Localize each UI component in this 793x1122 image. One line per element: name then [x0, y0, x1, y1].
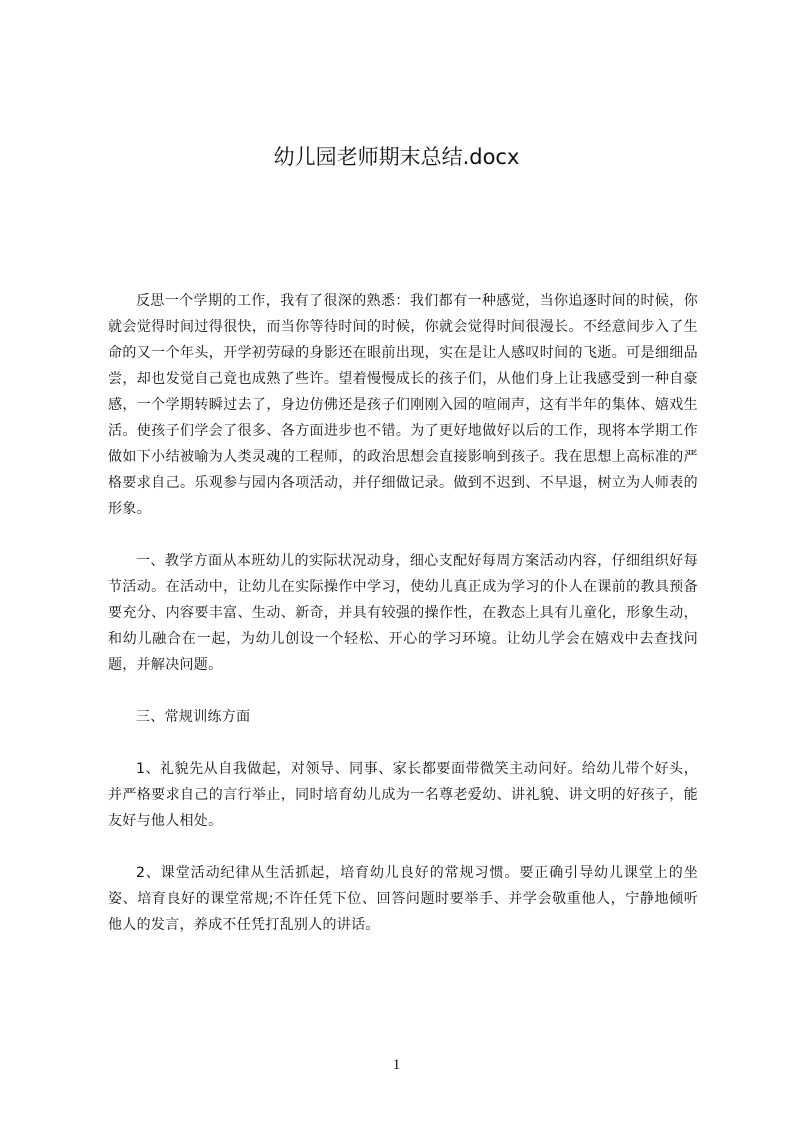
paragraph-discipline: 2、课堂活动纪律从生活抓起，培育幼儿良好的常规习惯。要正确引导幼儿课堂上的坐姿、培育良好的课堂常规;不许任凭下位、回答问题时要举手、并学会敬重他人，宁静地倾听他人的发言，养成不任凭打乱别人的讲话。: [108, 865, 698, 933]
document-body: [108, 288, 698, 938]
document-title: 幼儿园老师期末总结.docx: [273, 145, 520, 169]
paragraph-reflection: 反思一个学期的工作，我有了很深的熟悉：我们都有一种感觉，当你追逐时间的时候，你就会觉得时间过得很快，而当你等待时间的时候，你就会觉得时间很漫长。不经意间步入了生命的又一个年头，开学初劳碌的身影还在眼前出现，实在是让人感叹时间的飞逝。可是细细品尝，却也发觉自己竟也成熟了些许。望着慢慢成长的孩子们，从他们身上让我感受到一种自豪感，一个学期转瞬过去了，身边仿佛还是孩子们刚刚入园的喧闹声，这有半年的集体、嬉戏生活。使孩子们学会了很多、各方面进步也不错。为了更好地做好以后的工作，现将本学期工作做如下小结被喻为人类灵魂的工程师，的政治思想会直接影响到孩子。我在思想上高标准的严格要求自己。乐观参与园内各项活动，并仔细做记录。做到不迟到、不早退，树立为人师表的形象。: [108, 293, 698, 517]
page-number: 1: [392, 1057, 401, 1073]
paragraph-teaching: 一、教学方面从本班幼儿的实际状况动身，细心支配好每周方案活动内容，仔细组织好每节活动。在活动中，让幼儿在实际操作中学习，使幼儿真正成为学习的仆人在课前的教具预备要充分、内容要丰富、生动、新奇，并具有较强的操作性，在教态上具有儿童化，形象生动，和幼儿融合在一起，为幼儿创设一个轻松、开心的学习环境。让幼儿学会在嬉戏中去查找问题，并解决问题。: [108, 553, 698, 673]
paragraph-manners: 1、礼貌先从自我做起，对领导、同事、家长都要面带微笑主动问好。给幼儿带个好头，并严格要求自己的言行举止，同时培育幼儿成为一名尊老爱幼、讲礼貌、讲文明的好孩子，能友好与他人相处。: [108, 761, 698, 829]
section-heading-routine: 三、常规训练方面: [136, 709, 251, 725]
